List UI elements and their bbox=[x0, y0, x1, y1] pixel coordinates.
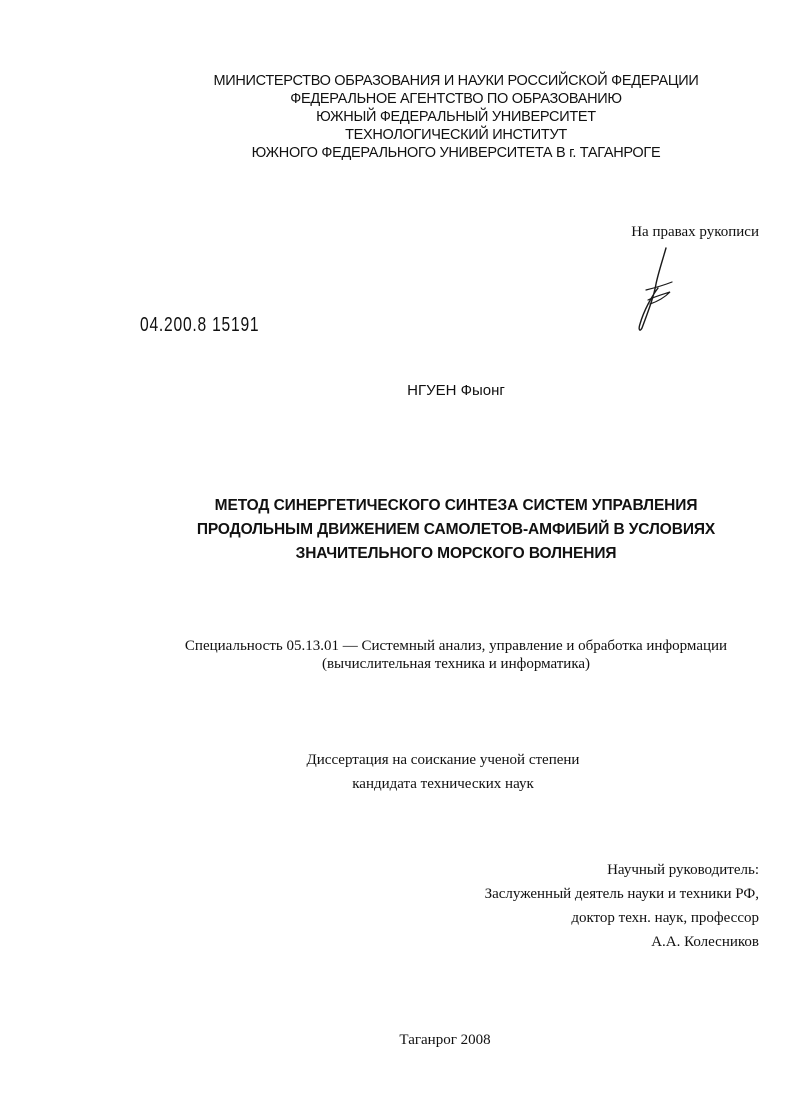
rights-note: На правах рукописи bbox=[631, 224, 759, 240]
title-line-2: ПРОДОЛЬНЫМ ДВИЖЕНИЕМ САМОЛЕТОВ-АМФИБИЙ В УСЛОВИЯХ bbox=[196, 521, 716, 538]
registration-stamp: 04.200.8 15191 bbox=[140, 314, 260, 336]
header-line-university: ЮЖНЫЙ ФЕДЕРАЛЬНЫЙ УНИВЕРСИТЕТ bbox=[316, 109, 596, 125]
title-line-1: МЕТОД СИНЕРГЕТИЧЕСКОГО СИНТЕЗА СИСТЕМ УПРАВЛЕНИЯ bbox=[214, 497, 698, 514]
advisor-label: Научный руководитель: bbox=[607, 862, 759, 878]
city-year: Таганрог 2008 bbox=[399, 1032, 491, 1048]
dissertation-title bbox=[0, 494, 797, 566]
advisor-name: А.А. Колесников bbox=[651, 934, 759, 950]
degree-line-1: Диссертация на соискание ученой степени bbox=[306, 752, 580, 768]
advisor-title-2: доктор техн. наук, профессор bbox=[571, 910, 759, 926]
header-line-agency: ФЕДЕРАЛЬНОЕ АГЕНТСТВО ПО ОБРАЗОВАНИЮ bbox=[290, 91, 622, 107]
institution-header bbox=[0, 72, 797, 162]
author-name: НГУЕН Фыонг bbox=[407, 382, 505, 399]
advisor-block bbox=[485, 858, 759, 954]
specialty-line-1: Специальность 05.13.01 — Системный анализ, управление и обработка информации bbox=[184, 638, 728, 654]
handwritten-signature bbox=[628, 244, 678, 334]
specialty-block bbox=[0, 637, 797, 673]
header-line-ministry: МИНИСТЕРСТВО ОБРАЗОВАНИЯ И НАУКИ РОССИЙСКОЙ ФЕДЕРАЦИИ bbox=[213, 73, 699, 89]
header-line-institute: ТЕХНОЛОГИЧЕСКИЙ ИНСТИТУТ bbox=[345, 127, 567, 143]
specialty-line-2: (вычислительная техника и информатика) bbox=[321, 656, 591, 672]
header-line-location: ЮЖНОГО ФЕДЕРАЛЬНОГО УНИВЕРСИТЕТА В г. ТАГАНРОГЕ bbox=[251, 145, 661, 161]
degree-line-2: кандидата технических наук bbox=[352, 776, 534, 792]
title-line-3: ЗНАЧИТЕЛЬНОГО МОРСКОГО ВОЛНЕНИЯ bbox=[295, 545, 617, 562]
advisor-title-1: Заслуженный деятель науки и техники РФ, bbox=[484, 886, 759, 902]
degree-block bbox=[0, 748, 797, 796]
